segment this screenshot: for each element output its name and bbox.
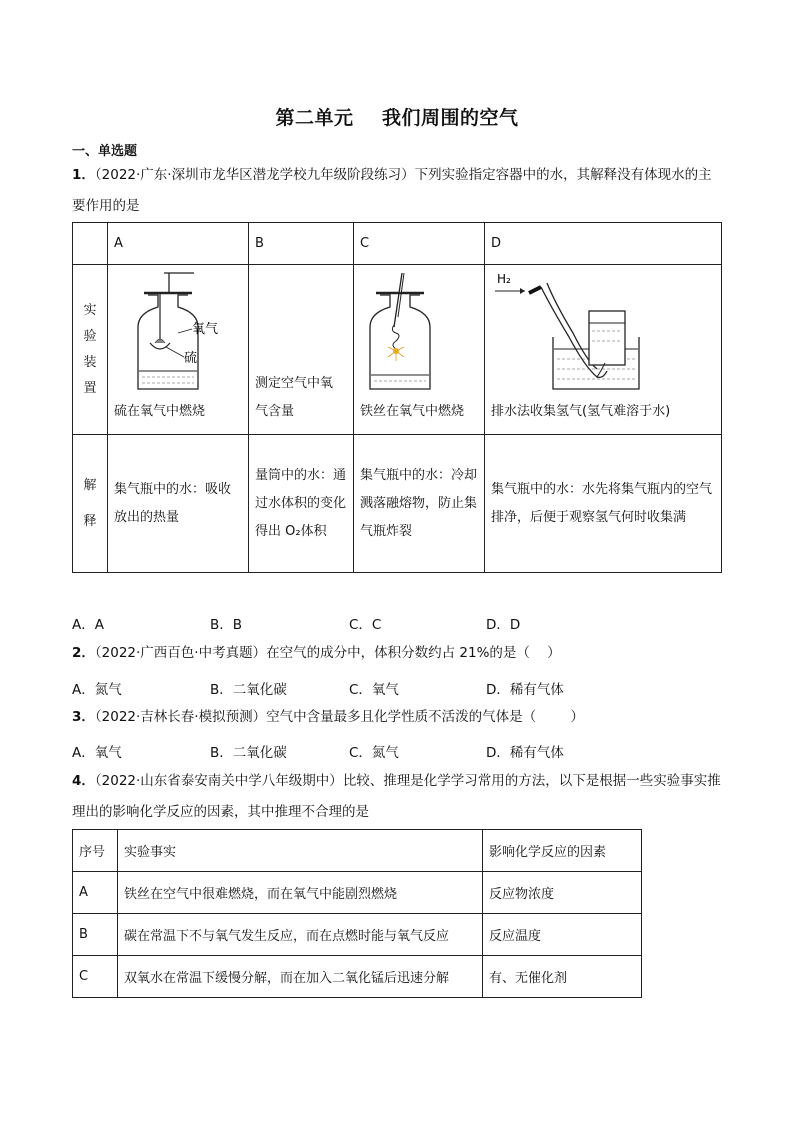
- table-row: [73, 872, 642, 914]
- caption-d: 排水法收集氢气(氢气难溶于水): [491, 404, 671, 419]
- caption-a: 硫在氧气中燃烧: [114, 404, 206, 419]
- row-index: B: [73, 914, 118, 956]
- question-1-table: [72, 222, 722, 573]
- water-displacement-diagram: [489, 267, 714, 397]
- apparatus-c: [354, 265, 485, 435]
- question-4-number: 4．: [72, 773, 95, 789]
- row-factor: 有、无催化剂: [483, 956, 642, 998]
- apparatus-a: [108, 265, 249, 435]
- question-4-source: （2022·山东省泰安南关中学八年级期中）: [94, 773, 343, 789]
- label-h2: H₂: [497, 272, 511, 286]
- explain-c: 集气瓶中的水：冷却溅落融熔物，防止集气瓶炸裂: [354, 435, 485, 573]
- explain-b: 量筒中的水：通过水体积的变化得出 O₂体积: [249, 435, 354, 573]
- row-fact: 双氧水在常温下缓慢分解，而在加入二氧化锰后迅速分解: [118, 956, 483, 998]
- question-2: [72, 638, 722, 669]
- question-3-source: （2022·吉林长春·模拟预测）: [94, 709, 267, 725]
- row-label-apparatus: 实 验 装 置: [73, 265, 108, 435]
- option-b[interactable]: B．二氧化碳: [210, 682, 287, 698]
- option-b[interactable]: B．二氧化碳: [210, 745, 287, 761]
- table-row: [73, 914, 642, 956]
- label-oxygen: 氧气: [192, 322, 219, 337]
- question-2-text: 在空气的成分中，体积分数约占 21%的是（ ）: [266, 645, 561, 661]
- option-a[interactable]: A．氧气: [72, 745, 122, 761]
- header-d: D: [485, 223, 722, 265]
- question-1-source: （2022·广东·深圳市龙华区潜龙学校九年级阶段练习）: [94, 167, 415, 183]
- option-d[interactable]: D．稀有气体: [486, 745, 564, 761]
- option-d[interactable]: D．稀有气体: [486, 682, 564, 698]
- header-c: C: [354, 223, 485, 265]
- page-title: 第二单元 我们周围的空气: [275, 107, 519, 129]
- question-3-text: 空气中含量最多且化学性质不活泼的气体是（ ）: [266, 709, 584, 725]
- option-d[interactable]: D．D: [486, 617, 521, 633]
- iron-wire-combustion-diagram: [358, 267, 468, 397]
- question-2-source: （2022·广西百色·中考真题）: [94, 645, 267, 661]
- row-fact: 碳在常温下不与氧气发生反应，而在点燃时能与氧气反应: [118, 914, 483, 956]
- section-heading: 一、单选题: [72, 144, 138, 159]
- header-fact: 实验事实: [118, 830, 483, 872]
- sulfur-combustion-diagram: [112, 267, 232, 397]
- question-1-text: 下列实验指定容器中的水，其解释没有体现水的主要作用的是: [72, 167, 712, 214]
- caption-b: 测定空气中氧气含量: [255, 376, 334, 419]
- question-2-number: 2．: [72, 645, 95, 661]
- option-c[interactable]: C．C: [349, 617, 382, 633]
- option-b[interactable]: B．B: [210, 617, 243, 633]
- option-c[interactable]: C．氧气: [349, 682, 399, 698]
- table-row: [73, 956, 642, 998]
- question-1-number: 1．: [72, 167, 95, 183]
- header-index: 序号: [73, 830, 118, 872]
- question-3: [72, 702, 722, 733]
- header-factor: 影响化学反应的因素: [483, 830, 642, 872]
- explain-d: 集气瓶中的水：水先将集气瓶内的空气排净，后便于观察氢气何时收集满: [485, 435, 722, 573]
- question-3-number: 3．: [72, 709, 95, 725]
- question-1: [72, 160, 722, 222]
- apparatus-d: [485, 265, 722, 435]
- header-b: B: [249, 223, 354, 265]
- apparatus-b: [249, 265, 354, 435]
- row-fact: 铁丝在空气中很难燃烧，而在氧气中能剧烈燃烧: [118, 872, 483, 914]
- question-4-table: [72, 829, 642, 998]
- row-label-explanation: 解 释: [73, 435, 108, 573]
- question-4-text: 比较、推理是化学学习常用的方法，以下是根据一些实验事实推理出的影响化学反应的因素，其中推理不合理的是: [72, 773, 721, 820]
- caption-c: 铁丝在氧气中燃烧: [360, 404, 465, 419]
- header-a: A: [108, 223, 249, 265]
- table-corner: [73, 223, 108, 265]
- row-index: C: [73, 956, 118, 998]
- row-factor: 反应温度: [483, 914, 642, 956]
- question-4: [72, 766, 722, 828]
- row-factor: 反应物浓度: [483, 872, 642, 914]
- option-a[interactable]: A．A: [72, 617, 104, 633]
- option-a[interactable]: A．氮气: [72, 682, 122, 698]
- label-sulfur: 硫: [184, 351, 198, 366]
- option-c[interactable]: C．氮气: [349, 745, 399, 761]
- row-index: A: [73, 872, 118, 914]
- explain-a: 集气瓶中的水：吸收放出的热量: [108, 435, 249, 573]
